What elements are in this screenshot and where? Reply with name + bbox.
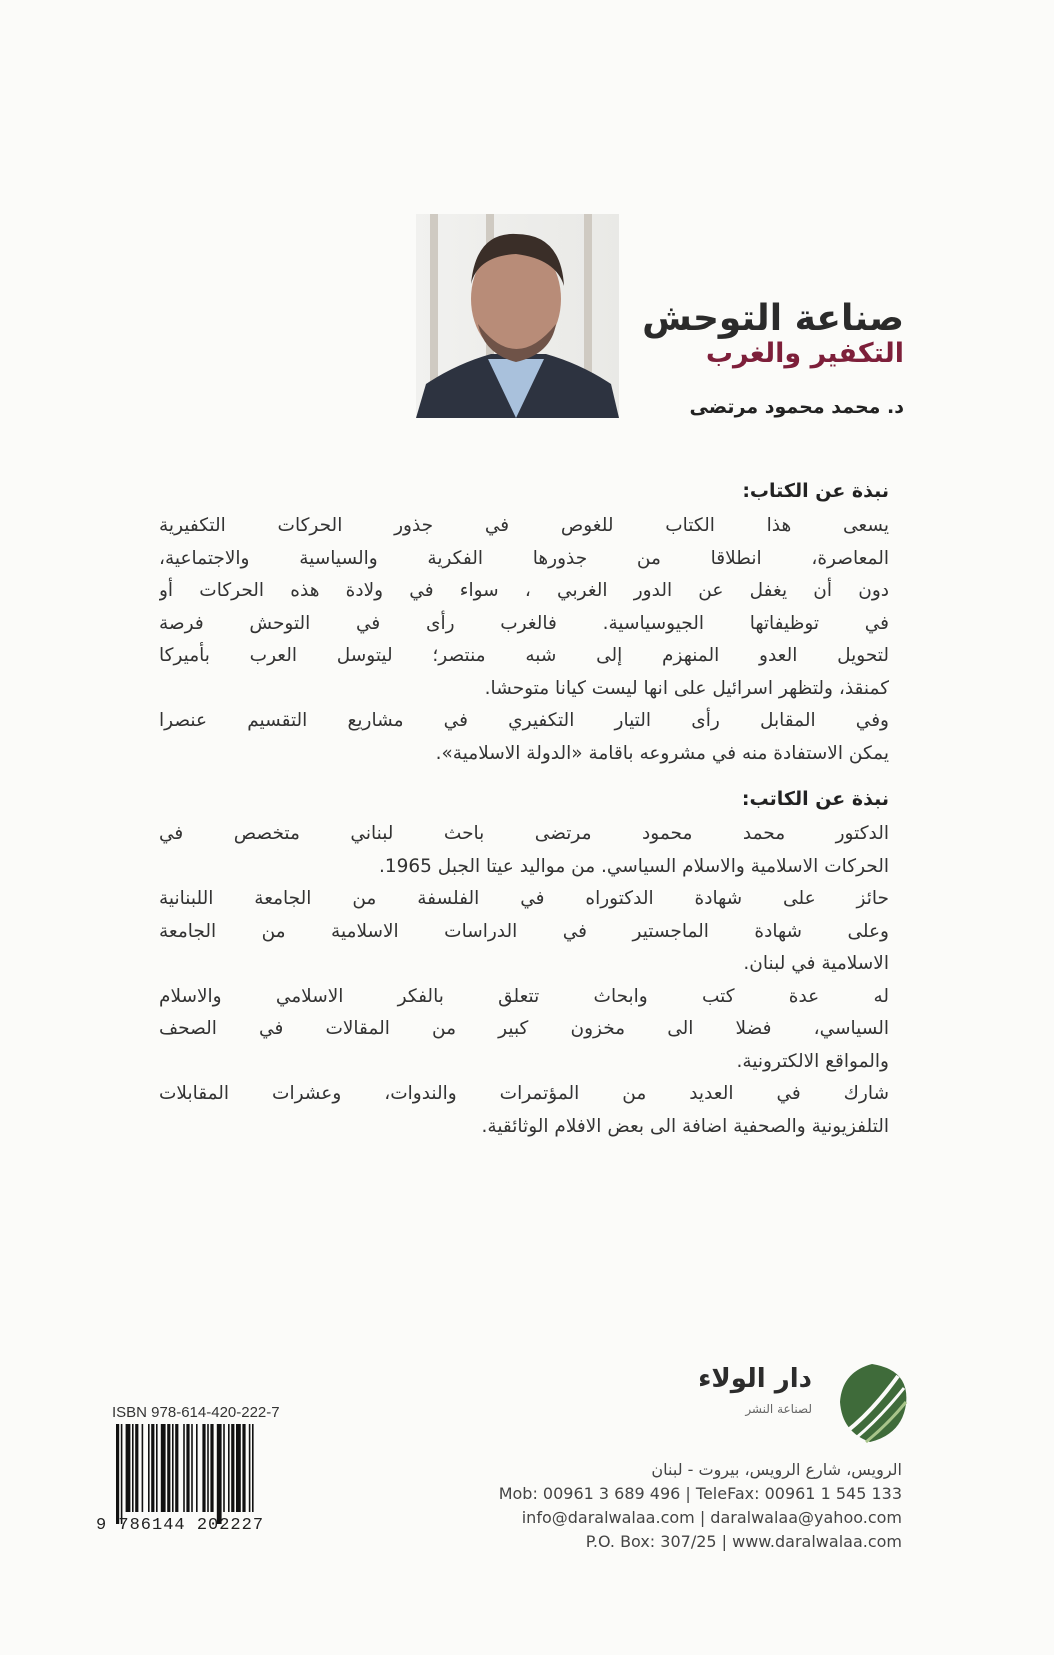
barcode-bar [207,1424,209,1512]
author-photo [416,214,619,418]
text-line: الحركات الاسلامية والاسلام السياسي. من مواليد عيتا الجبل 1965. [378,855,889,877]
barcode-bar [161,1424,166,1512]
barcode-bar [116,1424,119,1524]
publisher-logo-icon [832,1362,912,1444]
text-line: له عدة كتب وابحاث تتعلق بالفكر الاسلامي والاسلام [159,985,889,1007]
barcode-bar [202,1424,205,1512]
text-line: وعلى شهادة الماجستير في الدراسات الاسلامية من الجامعة [159,920,889,942]
text-line: شارك في العديد من المؤتمرات والندوات، وعشرات المقابلات [159,1083,889,1104]
text-line: والمواقع الالكترونية. [736,1050,889,1072]
text-line: المعاصرة، انطلاقا من جذورها الفكرية والسياسية والاجتماعية، [159,547,889,569]
text-line: الاسلامية في لبنان. [743,953,889,974]
about-book-text [159,510,889,770]
barcode-bar [210,1424,213,1512]
text-line: لتحويل العدو المنهزم إلى شبه منتصر؛ ليتوسل العرب بأميركا [159,645,889,666]
barcode-bar [223,1424,225,1512]
barcode-bar [242,1424,245,1512]
barcode-bar [132,1424,134,1512]
isbn-label: ISBN 978-614-420-222-7 [112,1404,280,1421]
barcode-bar [217,1424,222,1524]
text-line: التلفزيونية والصحفية اضافة الى بعض الافلام الوثائقية. [481,1115,889,1137]
publisher-name: دار الولاء [698,1364,812,1394]
publisher-address: الرويس، شارع الرويس، بيروت - لبنان [651,1460,902,1479]
barcode-bar [183,1424,185,1512]
barcode-bar [135,1424,138,1512]
barcode-bar [249,1424,251,1512]
about-author-text [159,818,889,1143]
about-book-heading: نبذة عن الكتاب: [742,480,889,502]
barcode-bar [151,1424,154,1512]
barcode-bar [126,1424,131,1512]
text-line: يسعى هذا الكتاب للغوص في جذور الحركات التكفيرية [159,515,889,536]
text-line: السياسي، فضلا الى مخزون كبير من المقالات في الصحف [159,1018,889,1039]
barcode-digits: 9 786144 202227 [96,1516,265,1535]
text-line: الدكتور محمد محمود مرتضى باحث لبناني متخصص في [159,823,889,844]
barcode-bar [186,1424,189,1512]
barcode-icon [112,1424,320,1524]
barcode-bar [156,1424,158,1512]
barcode-bar [196,1424,198,1512]
publisher-po-website: P.O. Box: 307/25 | www.daralwalaa.com [585,1532,902,1551]
author-name: د. محمد محمود مرتضى [689,396,904,418]
text-line: دون أن يغفل عن الدور الغربي ، سواء في ولادة هذه الحركات أو [159,580,889,601]
text-line: حائز على شهادة الدكتوراه في الفلسفة من الجامعة اللبنانية [159,888,889,909]
barcode-bar [252,1424,254,1512]
barcode-bar [191,1424,193,1512]
barcode-bar [121,1424,123,1524]
barcode-bar [148,1424,150,1512]
barcode-bar [142,1424,144,1512]
text-line: كمنقذ، ولتظهر اسرائيل على انها ليست كيانا متوحشا. [484,677,889,699]
publisher-phones: Mob: 00961 3 689 496 | TeleFax: 00961 1 545 133 [498,1484,902,1503]
barcode-bar [175,1424,178,1512]
barcode-bar [231,1424,234,1512]
publisher-tagline: لصناعة النشر [745,1402,812,1416]
about-author-heading: نبذة عن الكاتب: [741,788,889,810]
barcode-bar [228,1424,230,1512]
text-line: يمكن الاستفادة منه في مشروعه باقامة «الدولة الاسلامية». [435,742,889,764]
barcode-bar [236,1424,241,1512]
book-subtitle: التكفير والغرب [705,338,904,369]
text-line: في توظيفاتها الجيوسياسية. فالغرب رأى في التوحش فرصة [159,612,889,634]
publisher-emails: info@daralwalaa.com | daralwalaa@yahoo.com [521,1508,902,1527]
book-title: صناعة التوحش [642,298,904,339]
text-line: وفي المقابل رأى التيار التكفيري في مشاريع التقسيم عنصرا [159,710,889,731]
barcode-bar [167,1424,170,1512]
barcode-bar [172,1424,174,1512]
